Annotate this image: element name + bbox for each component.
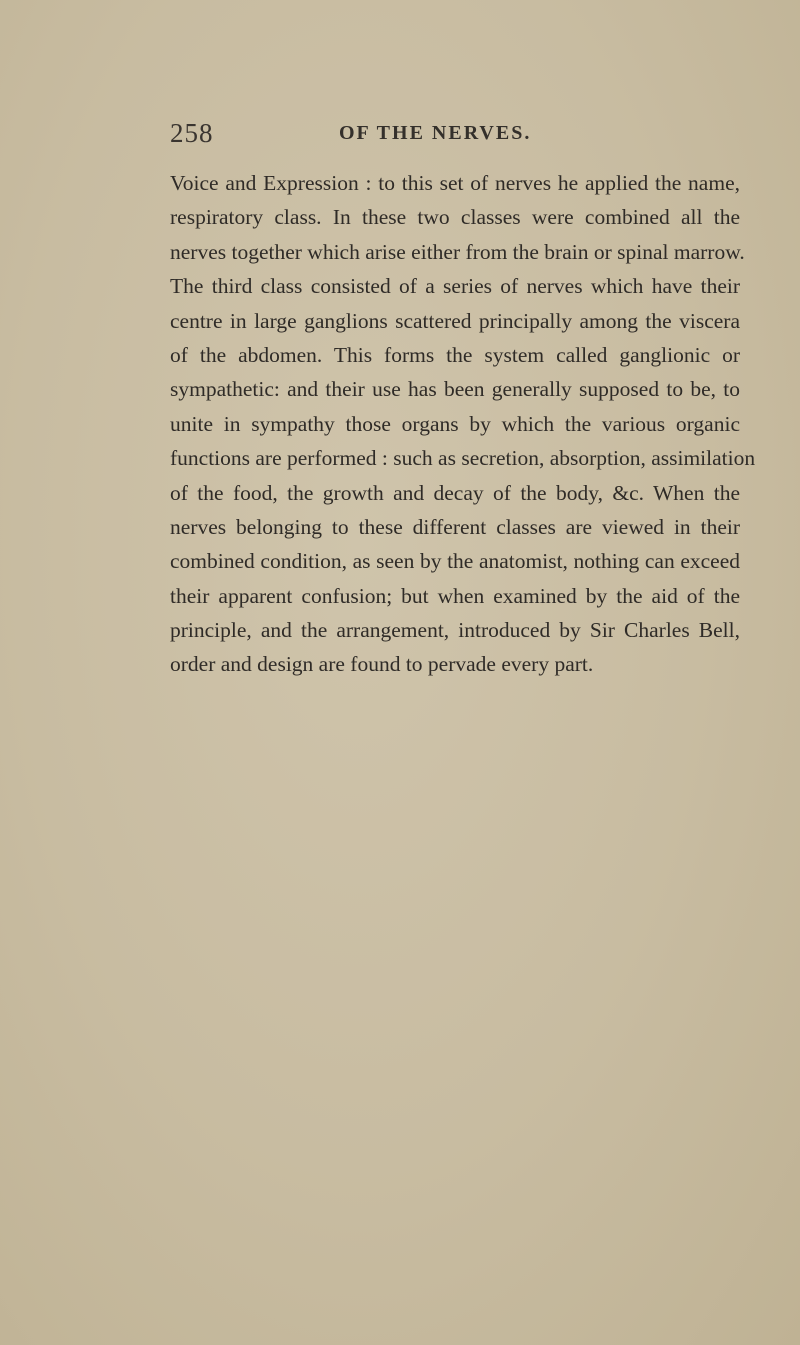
page-number: 258 [170, 118, 214, 148]
running-title: OF THE NERVES. [339, 122, 532, 144]
text-line: functions are performed : such as secretion, absorption, assimilation [170, 446, 756, 471]
running-head [170, 118, 740, 158]
text-line: centre in large ganglions scattered principally among the viscera [170, 308, 740, 333]
text-line: combined condition, as seen by the anatomist, nothing can exceed [170, 549, 740, 574]
text-line: principle, and the arrangement, introduced by Sir Charles Bell, [170, 618, 740, 643]
body-paragraph [170, 166, 756, 682]
text-line: of the food, the growth and decay of the body, &c. When the [170, 480, 740, 505]
text-line: their apparent confusion; but when examined by the aid of the [170, 583, 740, 608]
text-line: The third class consisted of a series of nerves which have their [170, 274, 740, 299]
text-line: unite in sympathy those organs by which the various organic [170, 411, 740, 436]
text-line: nerves together which arise either from the brain or spinal marrow. [170, 239, 745, 264]
text-line: Voice and Expression : to this set of nerves he applied the name, [170, 171, 740, 195]
text-line: of the abdomen. This forms the system called ganglionic or [170, 342, 740, 367]
text-line: respiratory class. In these two classes were combined all the [170, 205, 740, 230]
text-line: nerves belonging to these different classes are viewed in their [170, 514, 740, 539]
text-line: order and design are found to pervade every part. [170, 652, 594, 677]
text-line: sympathetic: and their use has been generally supposed to be, to [170, 377, 740, 402]
